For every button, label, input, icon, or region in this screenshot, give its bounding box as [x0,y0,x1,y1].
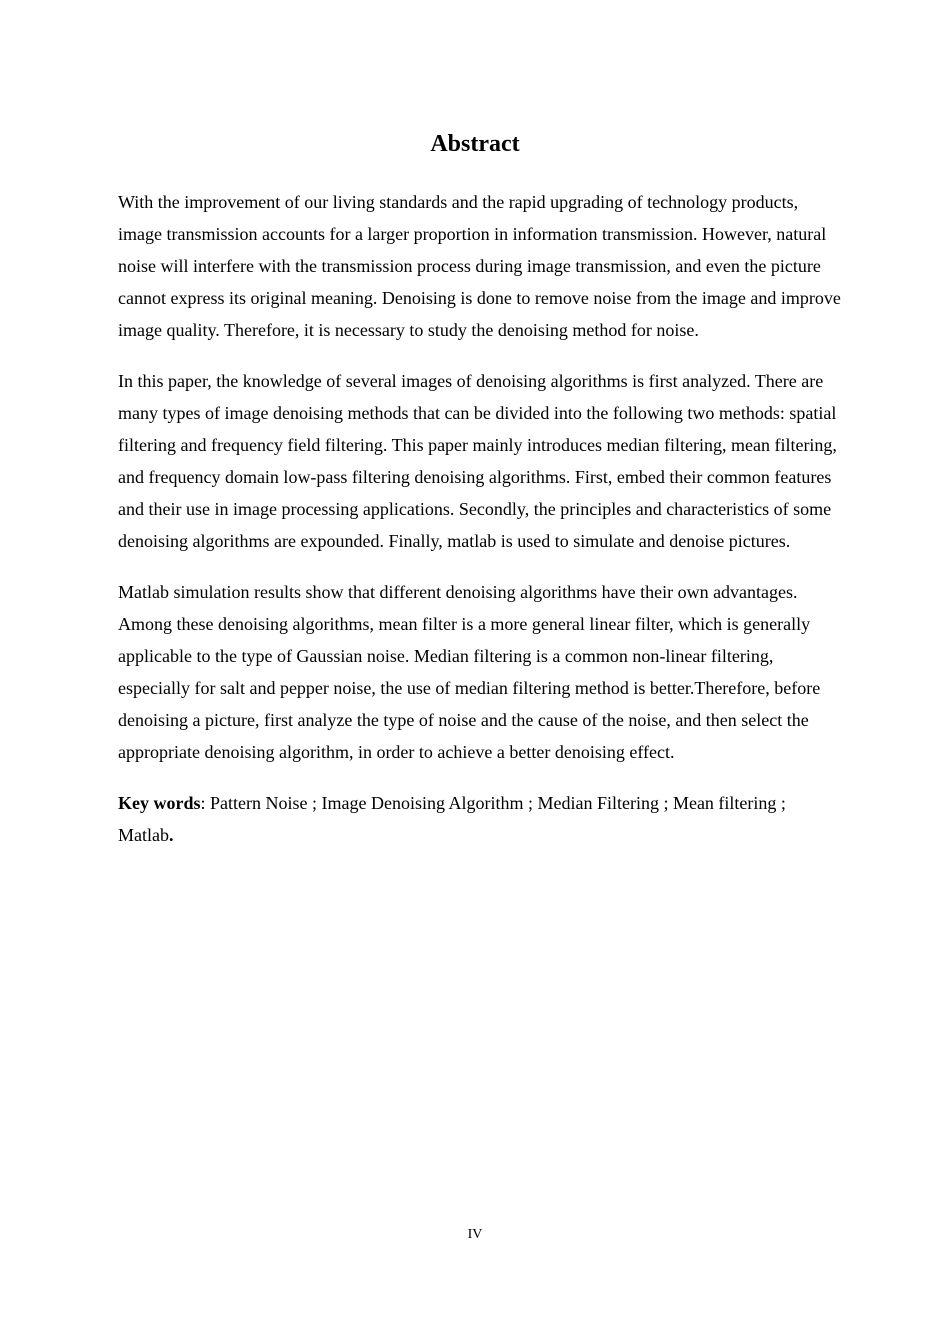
keywords-separator: : [200,793,206,813]
abstract-paragraph-2: In this paper, the knowledge of several images of denoising algorithms is first analyzed. There are many types of image denoising methods that can be divided into the following two methods: spatial filtering and frequency field filtering. This paper mainly introduces median filtering, mean filtering, and frequency domain low-pass filtering denoising algorithms. First, embed their common features and their use in image processing applications. Secondly, the principles and characteristics of some denoising algorithms are expounded. Finally, matlab is used to simulate and denoise pictures. [118,371,837,551]
abstract-title: Abstract [430,131,520,157]
page-number: IV [467,1227,483,1242]
keywords-label: Key words [118,793,201,813]
keywords-text: Pattern Noise ; Image Denoising Algorithm ; Median Filtering ; Mean filtering ; Matlab [118,793,786,845]
keywords-end-period: . [169,825,174,845]
abstract-paragraph-1: With the improvement of our living standards and the rapid upgrading of technology products, image transmission accounts for a larger proportion in information transmission. However, natural noise will interfere with the transmission process during image transmission, and even the picture cannot express its original meaning. Denoising is done to remove noise from the image and improve image quality. Therefore, it is necessary to study the denoising method for noise. [118,192,841,340]
keywords-line [118,787,844,851]
abstract-body [118,186,844,870]
abstract-paragraph-3: Matlab simulation results show that different denoising algorithms have their own advantages. Among these denoising algorithms, mean filter is a more general linear filter, which is generally applicable to the type of Gaussian noise. Median filtering is a common non-linear filtering, especially for salt and pepper noise, the use of median filtering method is better.Therefore, before denoising a picture, first analyze the type of noise and the cause of the noise, and then select the appropriate denoising algorithm, in order to achieve a better denoising effect. [118,582,821,762]
